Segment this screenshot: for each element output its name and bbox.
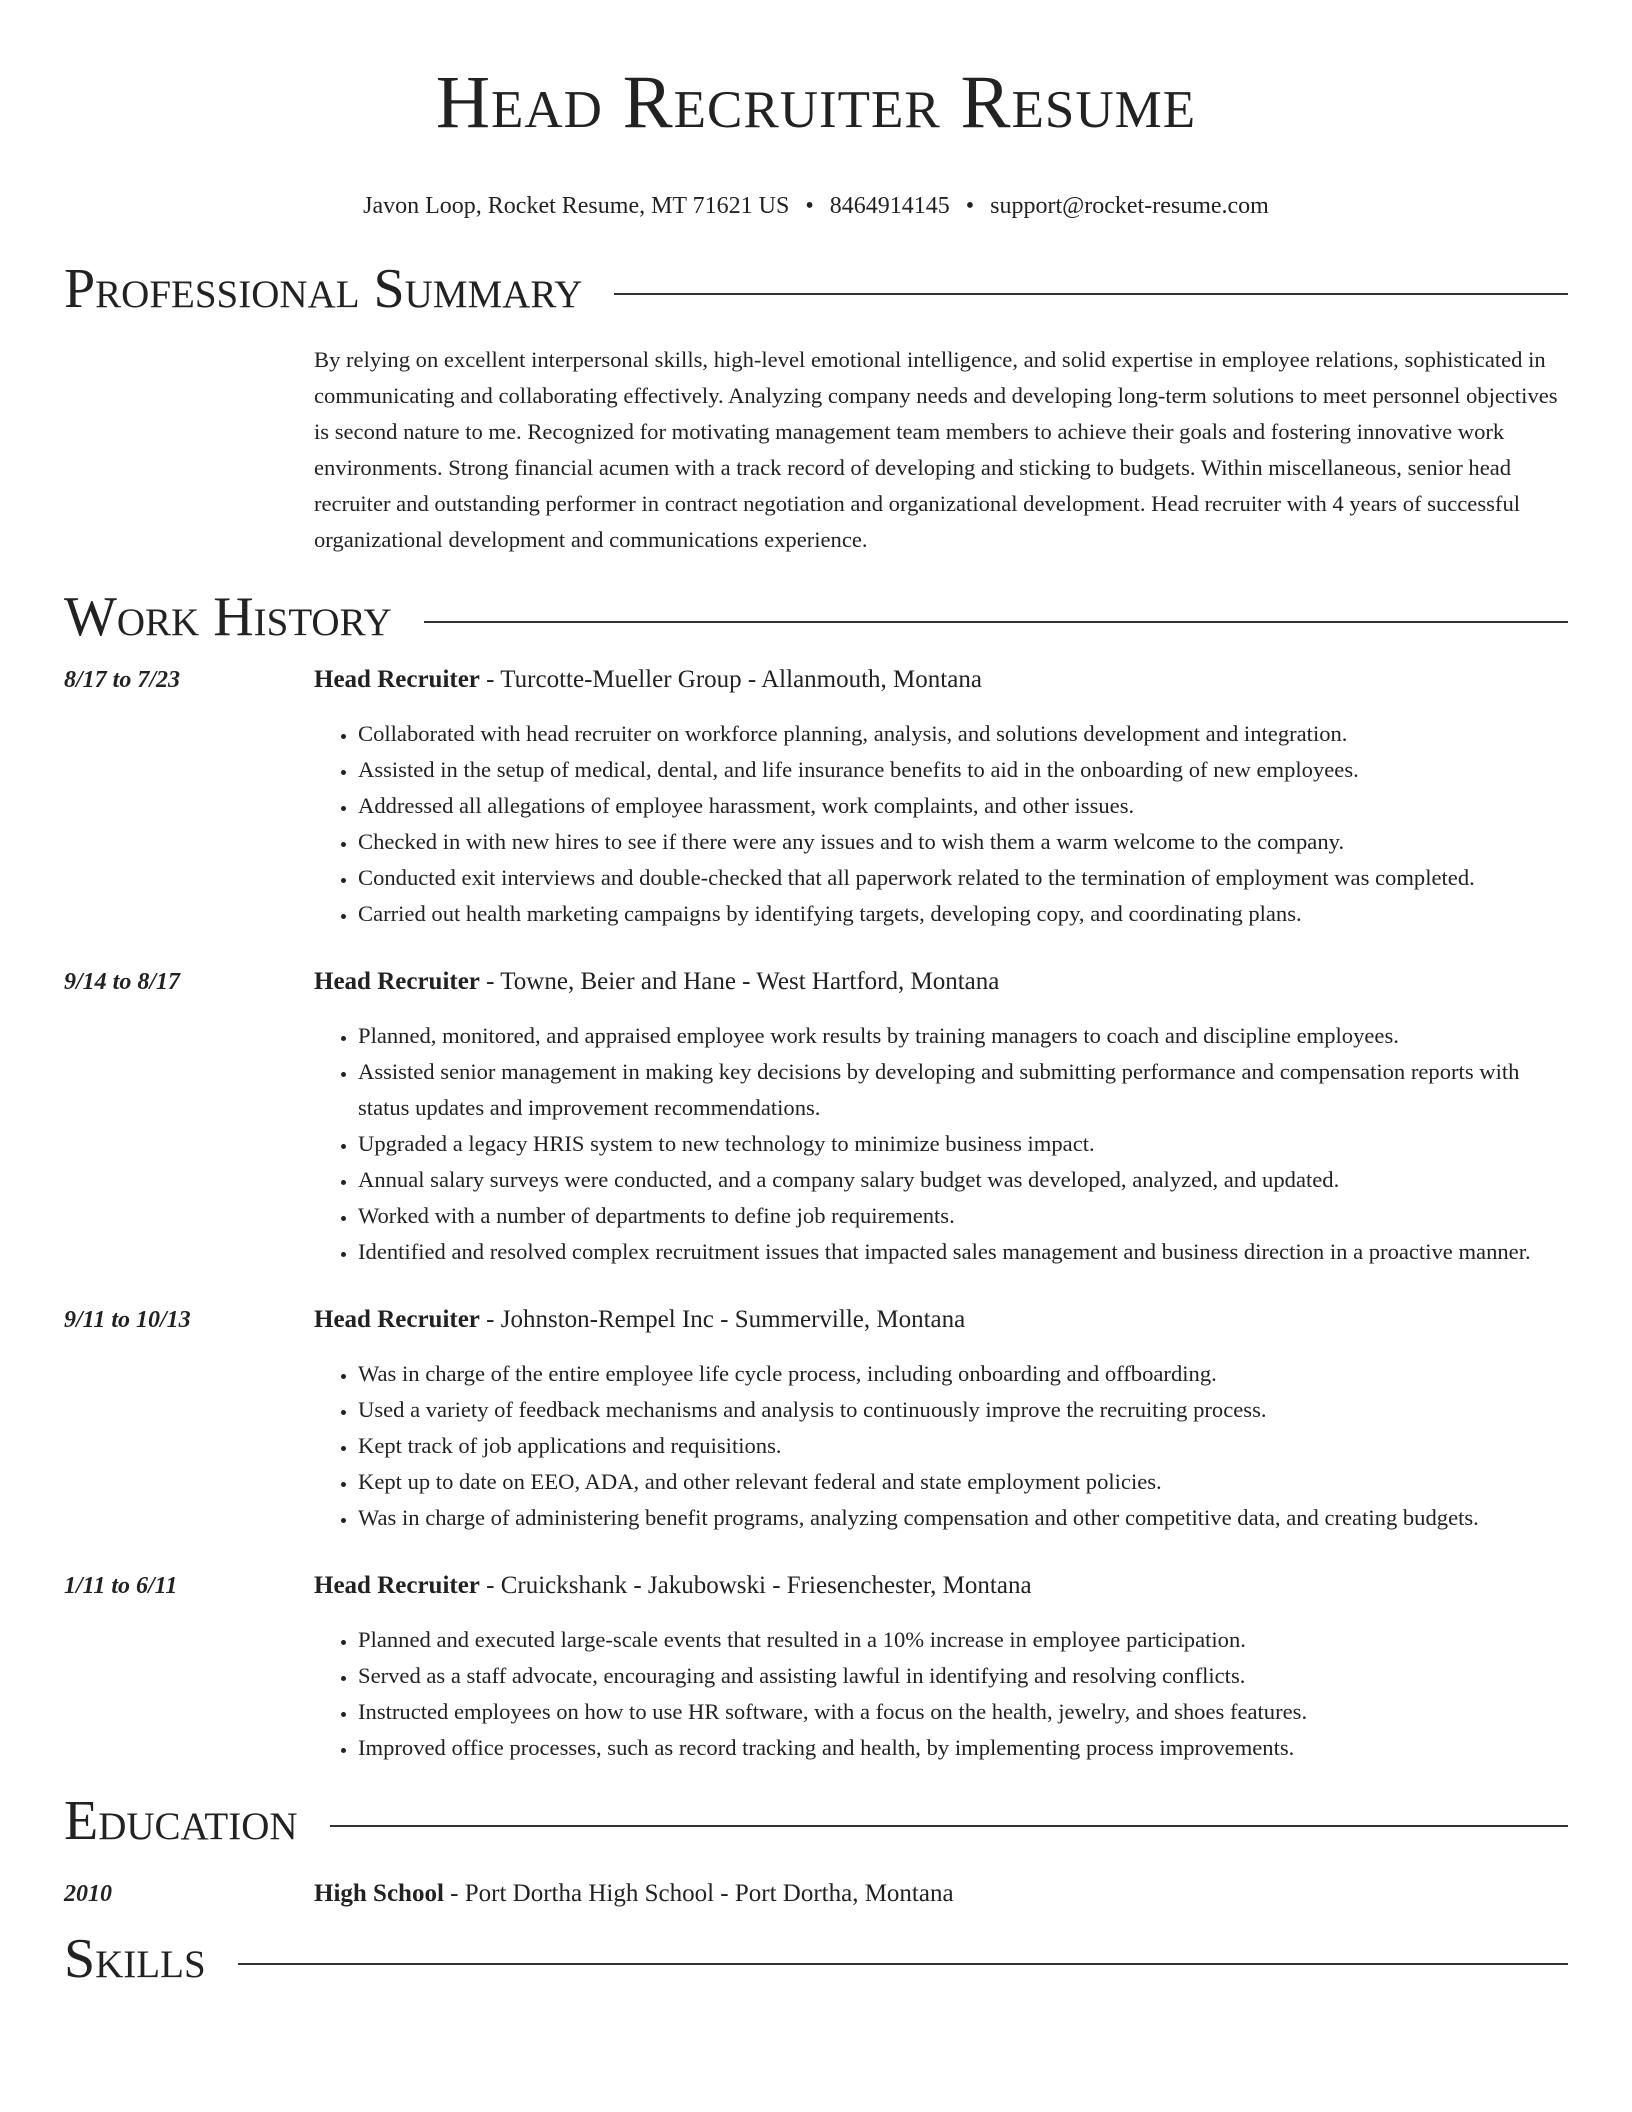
job-bullet: • Conducted exit interviews and double-checked that all paperwork related to the termination of employment was completed. (358, 860, 1568, 896)
work-history-heading: Work History (64, 586, 392, 648)
job-dates: 8/17 to 7/23 (64, 667, 181, 693)
skills-heading: Skills (64, 1928, 206, 1990)
education-degree: High School (314, 1880, 444, 1907)
job-role: Head Recruiter (314, 666, 480, 693)
job-bullet: • Kept track of job applications and requisitions. (358, 1428, 1568, 1464)
job-header (314, 664, 1568, 696)
job-bullets (314, 1018, 1568, 1270)
resume-page (64, 0, 1568, 1990)
job-bullet: • Identified and resolved complex recruitment issues that impacted sales management and business direction in a proactive manner. (358, 1234, 1568, 1270)
job-bullet: • Upgraded a legacy HRIS system to new technology to minimize business impact. (358, 1126, 1568, 1162)
job-header (314, 1570, 1568, 1602)
job-bullet: • Kept up to date on EEO, ADA, and other relevant federal and state employment policies. (358, 1464, 1568, 1500)
job-entry (64, 966, 1568, 1270)
contact-phone: 8464914145 (829, 193, 950, 219)
job-bullet: • Used a variety of feedback mechanisms and analysis to continuously improve the recruiting process. (358, 1392, 1568, 1428)
job-bullet: • Worked with a number of departments to define job requirements. (358, 1198, 1568, 1234)
job-role: Head Recruiter (314, 1572, 480, 1599)
section-divider (424, 621, 1568, 623)
education-header (314, 1878, 1568, 1910)
job-bullet: • Annual salary surveys were conducted, and a company salary budget was developed, analyzed, and updated. (358, 1162, 1568, 1198)
education-entry (64, 1878, 1568, 1910)
education-heading: Education (64, 1790, 298, 1852)
summary-section-header (64, 258, 1568, 320)
job-entry (64, 1304, 1568, 1536)
section-divider (330, 1825, 1568, 1827)
job-entry (64, 1570, 1568, 1766)
job-bullet: • Improved office processes, such as record tracking and health, by implementing process improvements. (358, 1730, 1568, 1766)
job-bullet: • Was in charge of administering benefit programs, analyzing compensation and other competitive data, and creating budgets. (358, 1500, 1568, 1536)
job-dates: 9/14 to 8/17 (64, 969, 181, 995)
job-bullet: • Addressed all allegations of employee harassment, work complaints, and other issues. (358, 788, 1568, 824)
job-bullets (314, 1356, 1568, 1536)
skills-section-header (64, 1928, 1568, 1990)
job-bullet: • Planned, monitored, and appraised employee work results by training managers to coach and discipline employees. (358, 1018, 1568, 1054)
job-bullets (314, 1622, 1568, 1766)
job-bullet: • Served as a staff advocate, encouraging and assisting lawful in identifying and resolving conflicts. (358, 1658, 1568, 1694)
job-dates: 9/11 to 10/13 (64, 1307, 191, 1333)
education-year: 2010 (64, 1881, 112, 1907)
job-bullet: • Instructed employees on how to use HR software, with a focus on the health, jewelry, and shoes features. (358, 1694, 1568, 1730)
job-dates: 1/11 to 6/11 (64, 1573, 178, 1599)
job-role: Head Recruiter (314, 968, 480, 995)
job-details: - Turcotte-Mueller Group - Allanmouth, Montana (479, 666, 982, 693)
contact-address: Javon Loop, Rocket Resume, MT 71621 US (363, 193, 790, 219)
section-divider (614, 293, 1568, 295)
resume-title: Head Recruiter Resume (435, 61, 1197, 144)
summary-text: By relying on excellent interpersonal skills, high-level emotional intelligence, and solid expertise in employee relations, sophisticated in communicating and collaborating effectively. Analyzing company needs and developing long-term solutions to meet personnel objectives is second nature to me. Recognized for motivating management team members to achieve their goals and fostering innovative work environments. Strong financial acumen with a track record of developing and sticking to budgets. Within miscellaneous, senior head recruiter and outstanding performer in contract negotiation and organizational development. Head recruiter with 4 years of successful organizational development and communications experience. (314, 347, 1558, 552)
work-history-section-header (64, 586, 1568, 648)
section-divider (238, 1963, 1568, 1965)
summary-heading: Professional Summary (64, 258, 583, 320)
job-bullet: • Was in charge of the entire employee life cycle process, including onboarding and offboarding. (358, 1356, 1568, 1392)
job-bullet: • Checked in with new hires to see if there were any issues and to wish them a warm welcome to the company. (358, 824, 1568, 860)
job-bullets (314, 716, 1568, 932)
contact-separator: • (805, 193, 814, 219)
job-bullet: • Assisted in the setup of medical, dental, and life insurance benefits to aid in the onboarding of new employees. (358, 752, 1568, 788)
job-header (314, 1304, 1568, 1336)
education-section-header (64, 1790, 1568, 1852)
contact-line (64, 192, 1568, 220)
job-role: Head Recruiter (314, 1306, 480, 1333)
job-bullet: • Planned and executed large-scale events that resulted in a 10% increase in employee participation. (358, 1622, 1568, 1658)
job-details: - Johnston-Rempel Inc - Summerville, Montana (479, 1306, 966, 1333)
job-entry (64, 664, 1568, 932)
contact-separator: • (965, 193, 975, 219)
contact-email[interactable]: support@rocket-resume.com (990, 193, 1269, 219)
education-details: - Port Dortha High School - Port Dortha, Montana (443, 1880, 954, 1907)
job-details: - Cruickshank - Jakubowski - Friesenchester, Montana (479, 1572, 1032, 1599)
job-bullet: • Carried out health marketing campaigns by identifying targets, developing copy, and coordinating plans. (358, 896, 1568, 932)
job-details: - Towne, Beier and Hane - West Hartford, Montana (479, 968, 1000, 995)
job-bullet: • Collaborated with head recruiter on workforce planning, analysis, and solutions development and integration. (358, 716, 1568, 752)
job-header (314, 966, 1568, 998)
job-bullet: • Assisted senior management in making key decisions by developing and submitting performance and compensation reports with status updates and improvement recommendations. (358, 1054, 1568, 1126)
